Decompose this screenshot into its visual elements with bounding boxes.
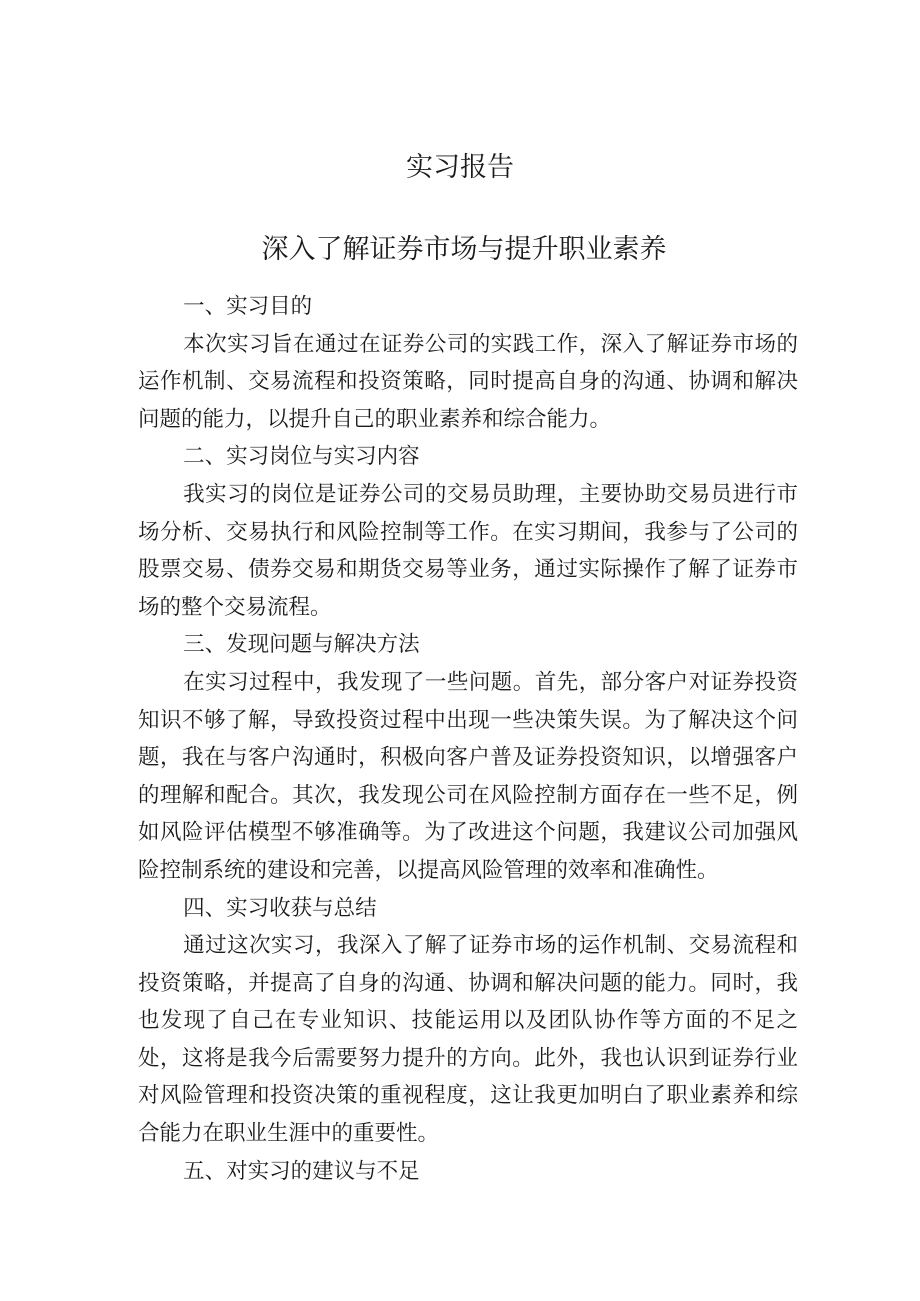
section-paragraph-position: 我实习的岗位是证券公司的交易员助理，主要协助交易员进行市场分析、交易执行和风险控制等工作。在实习期间，我参与了公司的股票交易、债券交易和期货交易等业务，通过实际操作了解了证券市场的整个交易流程。 [138,481,798,620]
section-heading-position: 二、实习岗位与实习内容 [183,444,420,470]
section-heading-suggestions: 五、对实习的建议与不足 [183,1158,420,1184]
document-title: 实习报告 [406,152,514,183]
section-paragraph-summary: 通过这次实习，我深入了解了证券市场的运作机制、交易流程和投资策略，并提高了自身的沟通、协调和解决问题的能力。同时，我也发现了自己在专业知识、技能运用以及团队协作等方面的不足之处，这将是我今后需要努力提升的方向。此外，我也认识到证券行业对风险管理和投资决策的重视程度，这让我更加明白了职业素养和综合能力在职业生涯中的重要性。 [138,933,798,1147]
document-subtitle: 深入了解证券市场与提升职业素养 [261,234,667,265]
section-heading-problems: 三、发现问题与解决方法 [183,632,420,658]
section-heading-purpose: 一、实习目的 [183,294,313,319]
section-heading-summary: 四、实习收获与总结 [183,895,377,921]
section-paragraph-problems: 在实习过程中，我发现了一些问题。首先，部分客户对证券投资知识不够了解，导致投资过程中出现一些决策失误。为了解决这个问题，我在与客户沟通时，积极向客户普及证券投资知识，以增强客户的理解和配合。其次，我发现公司在风险控制方面存在一些不足，例如风险评估模型不够准确等。为了改进这个问题，我建议公司加强风险控制系统的建设和完善，以提高风险管理的效率和准确性。 [138,669,798,883]
document-body [138,288,798,1190]
section-paragraph-purpose: 本次实习旨在通过在证券公司的实践工作，深入了解证券市场的运作机制、交易流程和投资策略，同时提高自身的沟通、协调和解决问题的能力，以提升自己的职业素养和综合能力。 [138,331,798,432]
